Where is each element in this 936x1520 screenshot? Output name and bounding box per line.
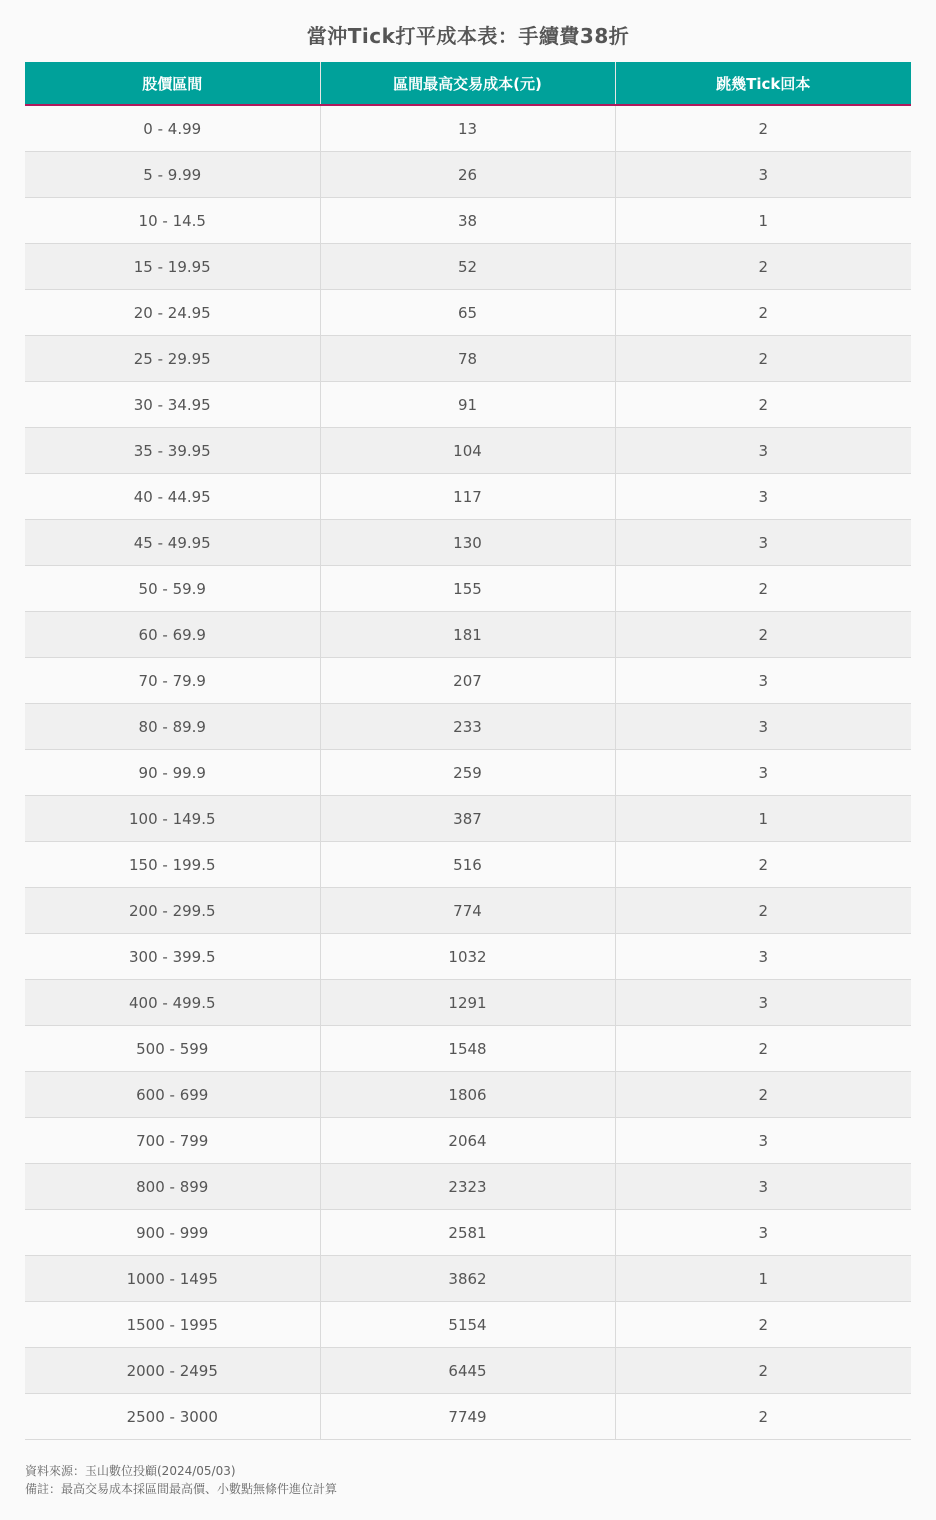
cell-ticks: 1 [615, 198, 911, 244]
cell-price-range: 15 - 19.95 [25, 244, 320, 290]
cell-ticks: 2 [615, 888, 911, 934]
table-row [25, 1210, 911, 1256]
table-row [25, 1394, 911, 1440]
table-row [25, 796, 911, 842]
cell-ticks: 2 [615, 290, 911, 336]
remark-note: 備註：最高交易成本採區間最高價、小數點無條件進位計算 [25, 1482, 338, 1496]
cell-max-cost: 233 [320, 704, 615, 750]
cell-price-range: 150 - 199.5 [25, 842, 320, 888]
table-row [25, 1026, 911, 1072]
table-row [25, 290, 911, 336]
cell-ticks: 2 [615, 612, 911, 658]
cell-max-cost: 2064 [320, 1118, 615, 1164]
cell-price-range: 2500 - 3000 [25, 1394, 320, 1440]
table-row [25, 566, 911, 612]
cell-ticks: 3 [615, 980, 911, 1026]
cell-max-cost: 1032 [320, 934, 615, 980]
page-title: 當沖Tick打平成本表：手續費38折 [306, 24, 630, 48]
cell-ticks: 3 [615, 1210, 911, 1256]
cell-max-cost: 78 [320, 336, 615, 382]
table-row [25, 382, 911, 428]
cell-price-range: 70 - 79.9 [25, 658, 320, 704]
cell-price-range: 600 - 699 [25, 1072, 320, 1118]
cell-ticks: 2 [615, 244, 911, 290]
cell-max-cost: 2323 [320, 1164, 615, 1210]
header-ticks-to-breakeven: 跳幾Tick回本 [615, 62, 911, 105]
cell-max-cost: 181 [320, 612, 615, 658]
table-row [25, 105, 911, 152]
table-row [25, 658, 911, 704]
cell-ticks: 1 [615, 1256, 911, 1302]
cell-max-cost: 52 [320, 244, 615, 290]
tick-cost-table [25, 62, 911, 1440]
table-body [25, 105, 911, 1440]
cell-price-range: 60 - 69.9 [25, 612, 320, 658]
cell-max-cost: 6445 [320, 1348, 615, 1394]
cell-ticks: 3 [615, 152, 911, 198]
table-row [25, 1348, 911, 1394]
cell-ticks: 2 [615, 1394, 911, 1440]
cell-ticks: 2 [615, 1302, 911, 1348]
cell-max-cost: 1291 [320, 980, 615, 1026]
cell-price-range: 2000 - 2495 [25, 1348, 320, 1394]
cell-ticks: 2 [615, 336, 911, 382]
cell-ticks: 3 [615, 1118, 911, 1164]
table-row [25, 612, 911, 658]
cell-price-range: 30 - 34.95 [25, 382, 320, 428]
cell-price-range: 20 - 24.95 [25, 290, 320, 336]
table-row [25, 428, 911, 474]
table-row [25, 888, 911, 934]
cell-price-range: 45 - 49.95 [25, 520, 320, 566]
table-row [25, 198, 911, 244]
cell-price-range: 700 - 799 [25, 1118, 320, 1164]
cell-max-cost: 13 [320, 105, 615, 152]
footnotes [25, 1462, 337, 1498]
table-row [25, 474, 911, 520]
cell-ticks: 2 [615, 1348, 911, 1394]
cell-ticks: 2 [615, 1072, 911, 1118]
cell-price-range: 5 - 9.99 [25, 152, 320, 198]
cell-ticks: 2 [615, 1026, 911, 1072]
cell-ticks: 3 [615, 704, 911, 750]
cell-max-cost: 207 [320, 658, 615, 704]
source-note: 資料來源：玉山數位投顧(2024/05/03) [25, 1464, 236, 1478]
table-row [25, 520, 911, 566]
cell-price-range: 900 - 999 [25, 1210, 320, 1256]
table-header-row [25, 62, 911, 105]
table-row [25, 750, 911, 796]
cell-ticks: 1 [615, 796, 911, 842]
cell-max-cost: 26 [320, 152, 615, 198]
cell-max-cost: 3862 [320, 1256, 615, 1302]
table-row [25, 336, 911, 382]
table-row [25, 1256, 911, 1302]
cell-max-cost: 91 [320, 382, 615, 428]
table-row [25, 1302, 911, 1348]
cell-ticks: 3 [615, 658, 911, 704]
table-row [25, 244, 911, 290]
cell-ticks: 3 [615, 428, 911, 474]
cell-price-range: 1500 - 1995 [25, 1302, 320, 1348]
table-row [25, 980, 911, 1026]
cell-max-cost: 104 [320, 428, 615, 474]
table-row [25, 1164, 911, 1210]
cell-price-range: 500 - 599 [25, 1026, 320, 1072]
cell-price-range: 800 - 899 [25, 1164, 320, 1210]
header-price-range: 股價區間 [25, 62, 320, 105]
cell-max-cost: 516 [320, 842, 615, 888]
cell-max-cost: 117 [320, 474, 615, 520]
cell-price-range: 1000 - 1495 [25, 1256, 320, 1302]
cell-ticks: 2 [615, 382, 911, 428]
cell-price-range: 200 - 299.5 [25, 888, 320, 934]
cell-max-cost: 1548 [320, 1026, 615, 1072]
table-row [25, 152, 911, 198]
cell-ticks: 3 [615, 750, 911, 796]
cell-max-cost: 774 [320, 888, 615, 934]
cell-max-cost: 259 [320, 750, 615, 796]
table-row [25, 934, 911, 980]
cell-price-range: 400 - 499.5 [25, 980, 320, 1026]
cell-max-cost: 2581 [320, 1210, 615, 1256]
cell-ticks: 3 [615, 1164, 911, 1210]
cell-price-range: 80 - 89.9 [25, 704, 320, 750]
table-row [25, 704, 911, 750]
cell-ticks: 2 [615, 105, 911, 152]
cell-price-range: 50 - 59.9 [25, 566, 320, 612]
cell-ticks: 3 [615, 474, 911, 520]
table-row [25, 842, 911, 888]
cell-max-cost: 38 [320, 198, 615, 244]
table-row [25, 1072, 911, 1118]
cell-max-cost: 1806 [320, 1072, 615, 1118]
cell-price-range: 0 - 4.99 [25, 105, 320, 152]
header-max-cost: 區間最高交易成本(元) [320, 62, 615, 105]
cell-ticks: 3 [615, 934, 911, 980]
cell-max-cost: 155 [320, 566, 615, 612]
cell-price-range: 10 - 14.5 [25, 198, 320, 244]
cell-price-range: 300 - 399.5 [25, 934, 320, 980]
cell-max-cost: 7749 [320, 1394, 615, 1440]
cell-price-range: 100 - 149.5 [25, 796, 320, 842]
cell-max-cost: 65 [320, 290, 615, 336]
cell-ticks: 3 [615, 520, 911, 566]
cell-price-range: 40 - 44.95 [25, 474, 320, 520]
cell-ticks: 2 [615, 566, 911, 612]
table-row [25, 1118, 911, 1164]
cell-max-cost: 130 [320, 520, 615, 566]
cell-price-range: 90 - 99.9 [25, 750, 320, 796]
cell-ticks: 2 [615, 842, 911, 888]
cell-price-range: 25 - 29.95 [25, 336, 320, 382]
cell-max-cost: 387 [320, 796, 615, 842]
cell-price-range: 35 - 39.95 [25, 428, 320, 474]
cell-max-cost: 5154 [320, 1302, 615, 1348]
